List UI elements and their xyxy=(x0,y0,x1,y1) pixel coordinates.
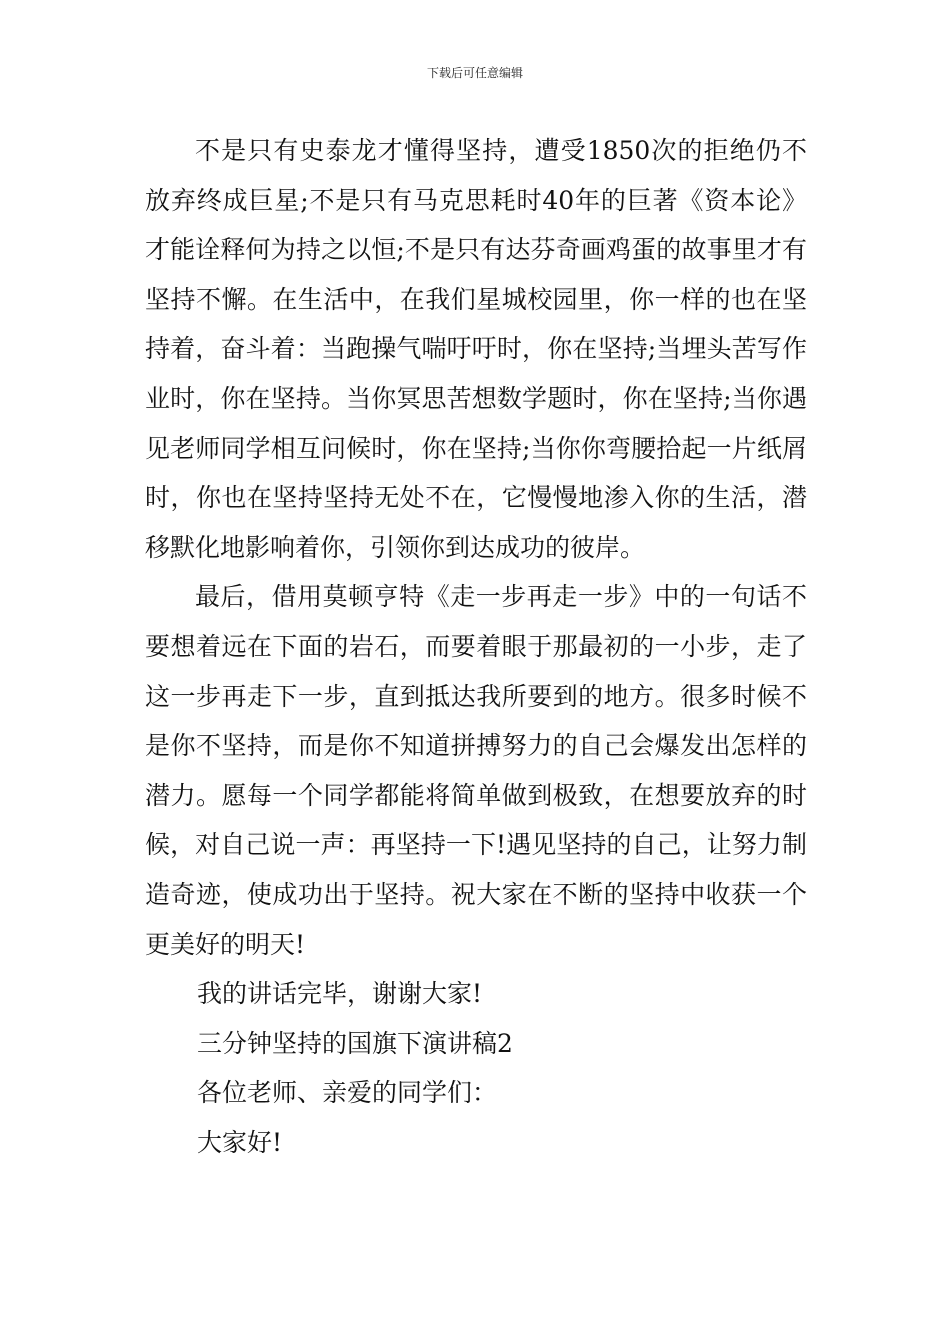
paragraph-conclusion: 最后，借用莫顿亨特《走一步再走一步》中的一句话不要想着远在下面的岩石，而要着眼于那最初的一小步，走了这一步再走下一步，直到抵达我所要到的地方。很多时候不是你不坚持，而是你不知道拼搏努力的自己会爆发出怎样的潜力。愿每一个同学都能将简单做到极致，在想要放弃的时候，对自己说一声：再坚持一下!遇见坚持的自己，让努力制造奇迹，使成功出于坚持。祝大家在不断的坚持中收获一个更美好的明天! xyxy=(145,582,807,959)
salutation-line: 各位老师、亲爱的同学们： xyxy=(197,1078,498,1108)
document-body xyxy=(145,126,807,1167)
paragraph-persistence: 不是只有史泰龙才懂得坚持，遭受1850次的拒绝仍不放弃终成巨星;不是只有马克思耗时40年的巨著《资本论》才能诠释何为持之以恒;不是只有达芬奇画鸡蛋的故事里才有坚持不懈。在生活中，在我们星城校园里，你一样的也在坚持着，奋斗着：当跑操气喘吁吁时，你在坚持;当埋头苦写作业时，你在坚持。当你冥思苦想数学题时，你在坚持;当你遇见老师同学相互问候时，你在坚持;当你你弯腰拾起一片纸屑时，你也在坚持坚持无处不在，它慢慢地渗入你的生活，潜移默化地影响着你，引领你到达成功的彼岸。 xyxy=(145,136,807,562)
next-speech-title: 三分钟坚持的国旗下演讲稿2 xyxy=(197,1028,513,1058)
page-header-note: 下载后可任意编辑 xyxy=(426,66,523,80)
greeting-line: 大家好! xyxy=(197,1127,283,1157)
closing-line: 我的讲话完毕，谢谢大家! xyxy=(197,979,483,1009)
